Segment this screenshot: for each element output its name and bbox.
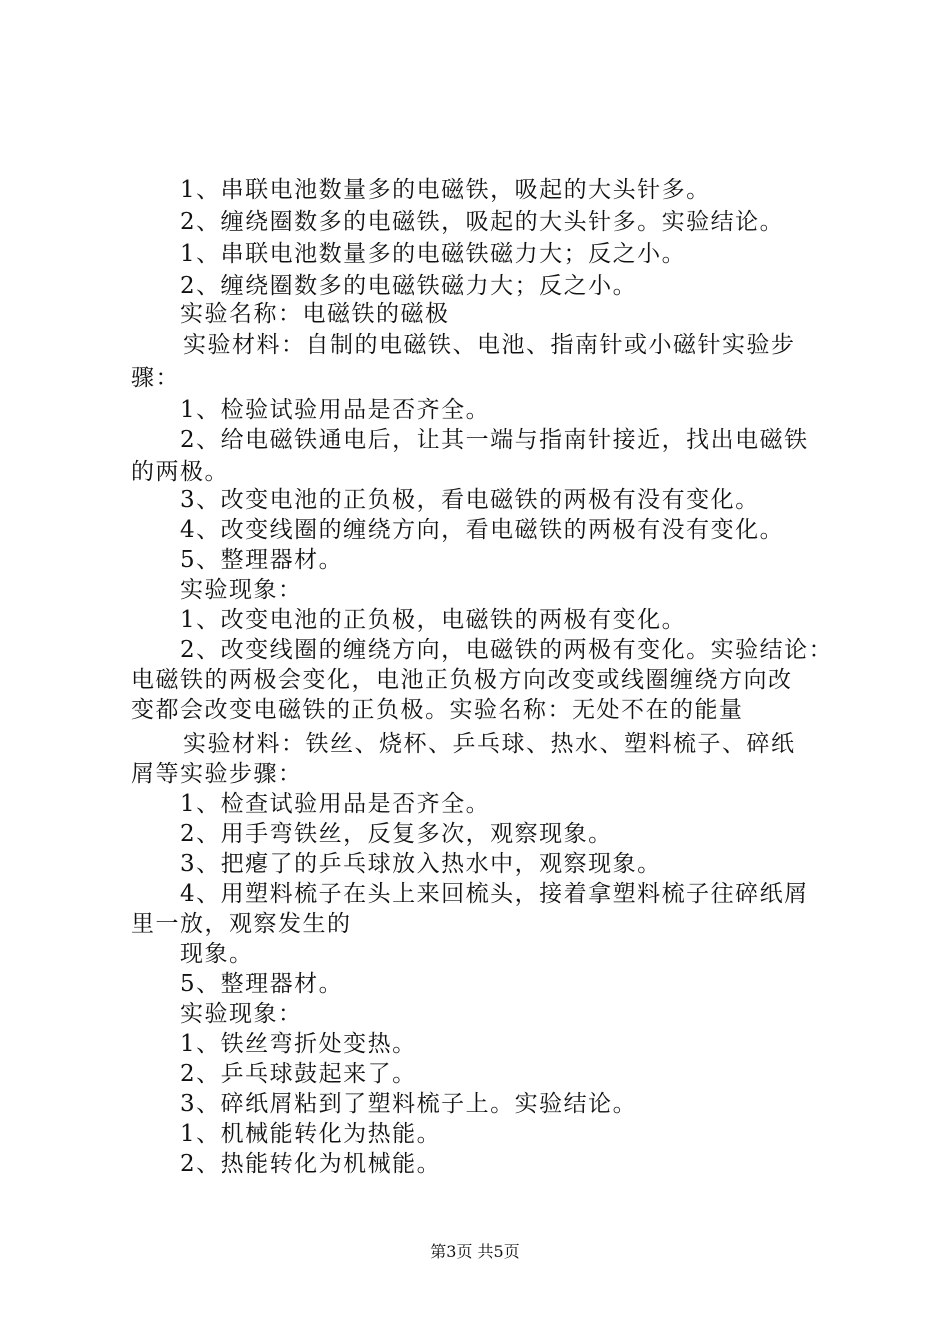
- text-line: 2、乒乓球鼓起来了。: [180, 1061, 417, 1087]
- text-line: 1、机械能转化为热能。: [180, 1121, 442, 1147]
- text-line: 2、热能转化为机械能。: [180, 1151, 442, 1177]
- text-line: 3、碎纸屑粘到了塑料梳子上。实验结论。: [180, 1091, 638, 1117]
- text-line: 1、铁丝弯折处变热。: [180, 1031, 417, 1057]
- text-line: 1、串联电池数量多的电磁铁磁力大；反之小。: [180, 241, 687, 267]
- text-line: 1、改变电池的正负极，电磁铁的两极有变化。: [180, 607, 687, 633]
- text-line: 3、把瘪了的乒乓球放入热水中，观察现象。: [180, 851, 662, 877]
- text-line: 3、改变电池的正负极，看电磁铁的两极有没有变化。: [180, 487, 760, 513]
- text-line: 实验材料：铁丝、烧杯、乒乓球、热水、塑料梳子、碎纸: [183, 731, 796, 757]
- text-line: 实验现象：: [180, 577, 303, 603]
- text-line: 1、串联电池数量多的电磁铁，吸起的大头针多。: [180, 177, 711, 203]
- text-line: 2、缠绕圈数多的电磁铁磁力大；反之小。: [180, 273, 638, 299]
- text-line: 现象。: [180, 941, 254, 967]
- text-line: 屑等实验步骤：: [131, 761, 303, 787]
- text-line: 变都会改变电磁铁的正负极。实验名称：无处不在的能量: [131, 697, 744, 723]
- text-line: 2、缠绕圈数多的电磁铁，吸起的大头针多。实验结论。: [180, 209, 785, 235]
- page-footer: 第3页 共5页: [430, 1242, 520, 1261]
- text-line: 2、用手弯铁丝，反复多次，观察现象。: [180, 821, 613, 847]
- text-line: 5、整理器材。: [180, 547, 344, 573]
- text-line: 2、改变线圈的缠绕方向，电磁铁的两极有变化。实验结论：: [180, 637, 834, 663]
- text-line: 电磁铁的两极会变化，电池正负极方向改变或线圈缠绕方向改: [131, 667, 793, 693]
- text-line: 里一放，观察发生的: [131, 911, 352, 937]
- text-line: 实验名称：电磁铁的磁极: [180, 301, 450, 327]
- text-line: 实验现象：: [180, 1001, 303, 1027]
- text-line: 1、检验试验用品是否齐全。: [180, 397, 491, 423]
- text-line: 4、用塑料梳子在头上来回梳头，接着拿塑料梳子往碎纸屑: [180, 881, 809, 907]
- text-line: 1、检查试验用品是否齐全。: [180, 791, 491, 817]
- text-line: 5、整理器材。: [180, 971, 344, 997]
- text-line: 的两极。: [131, 459, 229, 485]
- text-line: 骤：: [131, 365, 180, 391]
- text-line: 实验材料：自制的电磁铁、电池、指南针或小磁针实验步: [183, 332, 796, 358]
- text-line: 2、给电磁铁通电后，让其一端与指南针接近，找出电磁铁: [180, 427, 809, 453]
- text-line: 4、改变线圈的缠绕方向，看电磁铁的两极有没有变化。: [180, 517, 785, 543]
